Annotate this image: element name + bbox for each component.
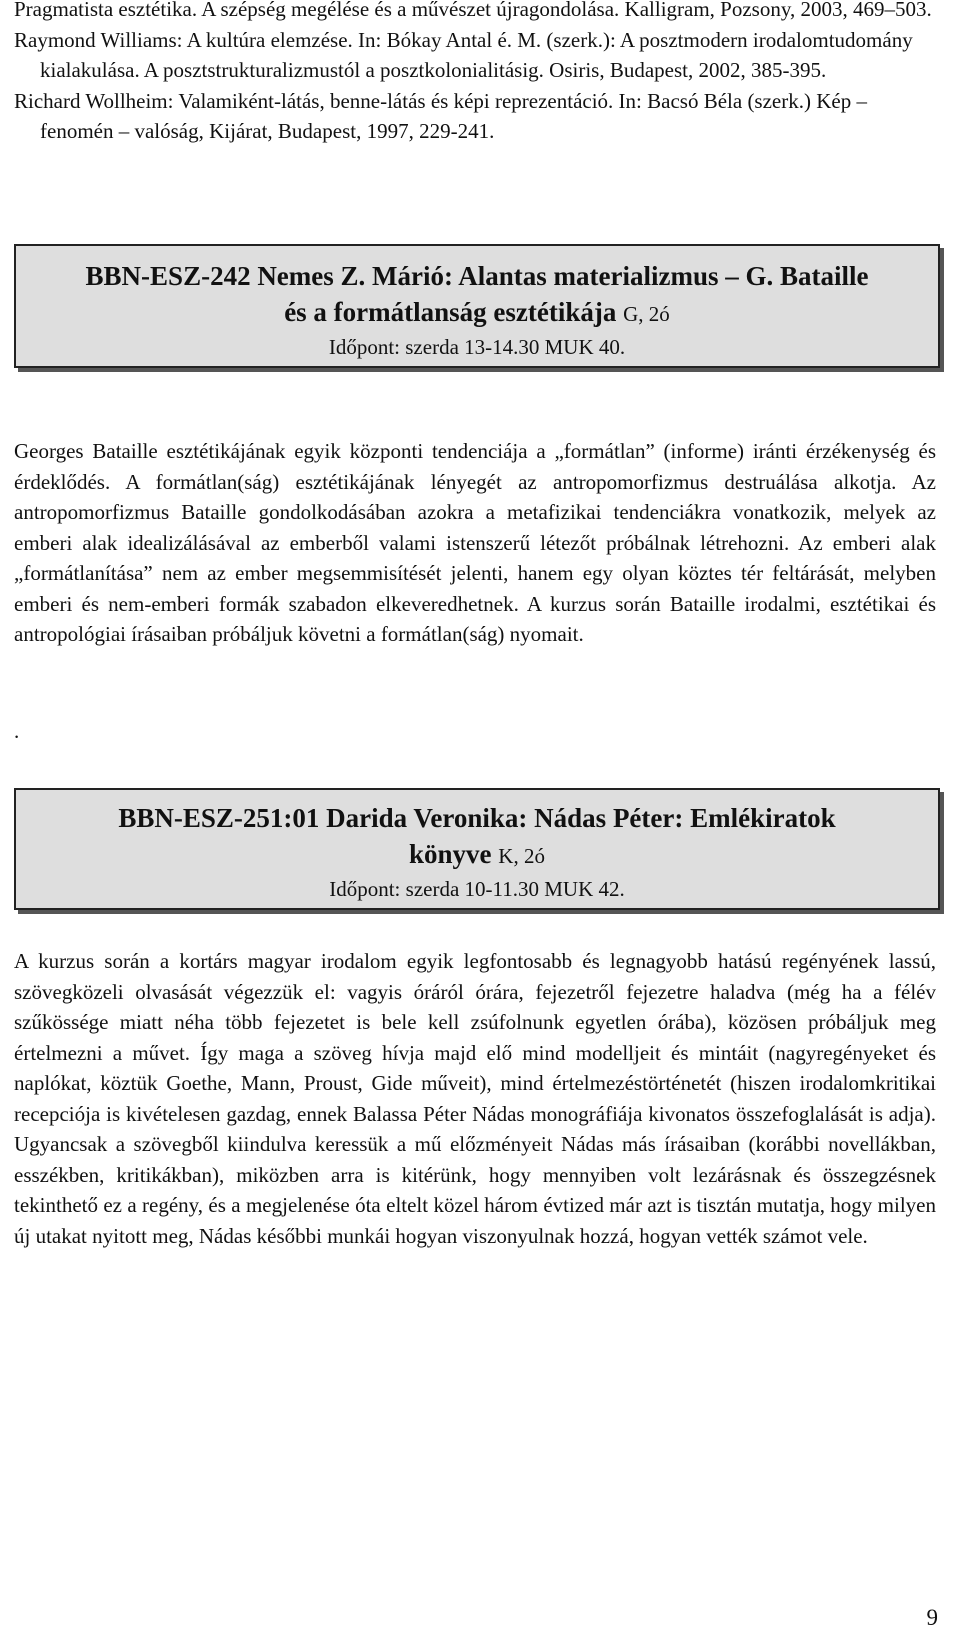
course-title-line2: és a formátlanság esztétikája: [284, 297, 617, 327]
course-code: K, 2ó: [498, 844, 545, 868]
course-title: [16, 790, 938, 874]
course-header-box: [14, 244, 940, 368]
course-title-line1: BBN-ESZ-251:01 Darida Veronika: Nádas Péter: Emlékiratok: [118, 803, 836, 833]
reference-item: Raymond Williams: A kultúra elemzése. In: Bókay Antal é. M. (szerk.): A posztmodern irodalomtudomány kialakulása. A posztstrukturalizmustól a posztkolonialitásig. Osiris, Budapest, 2002, 385-395.: [14, 27, 913, 82]
course-header-box: [14, 788, 940, 910]
course-title-line1: BBN-ESZ-242 Nemes Z. Márió: Alantas materializmus – G. Bataille: [85, 261, 869, 291]
course-description: A kurzus során a kortárs magyar irodalom egyik legfontosabb és legnagyobb hatású regényének lassú, szövegközeli olvasását végezzük el: vagyis óráról órára, fejezetről fejezetre haladva (még ha a félév szűkössége miatt néha több fejezetet is bele kell zsúfolnunk egyetlen órába), közösen próbáljuk meg értelmezni a művet. Így maga a szöveg hívja majd elő mind modelljeit és mintáit (nagyregényeket és naplókat, köztük Goethe, Mann, Proust, Gide műveit), mind értelmezéstörténetét (hiszen irodalomkritikai recepciója is kivételesen gazdag, ennek Balassa Péter Nádas monográfiája kivonatos összefoglalását is adja). Ugyancsak a szövegből kiindulva keressük a mű előzményeit Nádas más írásaiban (korábbi novellákban, esszékben, kritikákban), miközben arra is kitérünk, hogy mennyiben volt lezárásnak és összegzésnek tekinthető ez a regény, és a megjelenése óta eltelt közel három évtized már azt is tisztán mutatja, hogy milyen új utakat nyitott meg, Nádas későbbi munkái hogyan viszonyulnak hozzá, hogyan vették számot vele.: [14, 949, 936, 1248]
reference-item: Pragmatista esztétika. A szépség megélése és a művészet újragondolása. Kalligram, Pozsony, 2003, 469–503.: [14, 0, 932, 21]
course-title-line2: könyve: [409, 839, 492, 869]
course-code: G, 2ó: [623, 302, 670, 326]
course-time: Időpont: szerda 13-14.30 MUK 40.: [328, 335, 626, 359]
reference-list: [14, 0, 934, 147]
reference-item: Richard Wollheim: Valamiként-látás, benne-látás és képi reprezentáció. In: Bacsó Béla (szerk.) Kép – fenomén – valóság, Kijárat, Budapest, 1997, 229-241.: [14, 88, 867, 143]
course-title: [16, 246, 938, 332]
course-description: Georges Bataille esztétikájának egyik központi tendenciája a „formátlan” (informe) iránti érzékenység és érdeklődés. A formátlan(ság) esztétikájának lényegét az antropomorfizmus destruálása alkotja. Az antropomorfizmus Bataille gondolkodásában azokra a metafizikai tendenciákra vonatkozik, melyek az emberi alak idealizálásával az emberből valami istenszerű létezőt próbálnak létrehozni. Az emberi alak „formátlanítása” nem az ember megsemmisítését jelenti, hanem egy olyan köztes tér feltárását, melyben emberi és nem-emberi formák szabadon elkeveredhetnek. A kurzus során Bataille irodalmi, esztétikai és antropológiai írásaiban próbáljuk követni a formátlan(ság) nyomait.: [14, 439, 936, 646]
course-time: Időpont: szerda 10-11.30 MUK 42.: [329, 877, 625, 901]
trailing-dot: .: [14, 719, 20, 743]
page-number: 9: [926, 1605, 938, 1630]
